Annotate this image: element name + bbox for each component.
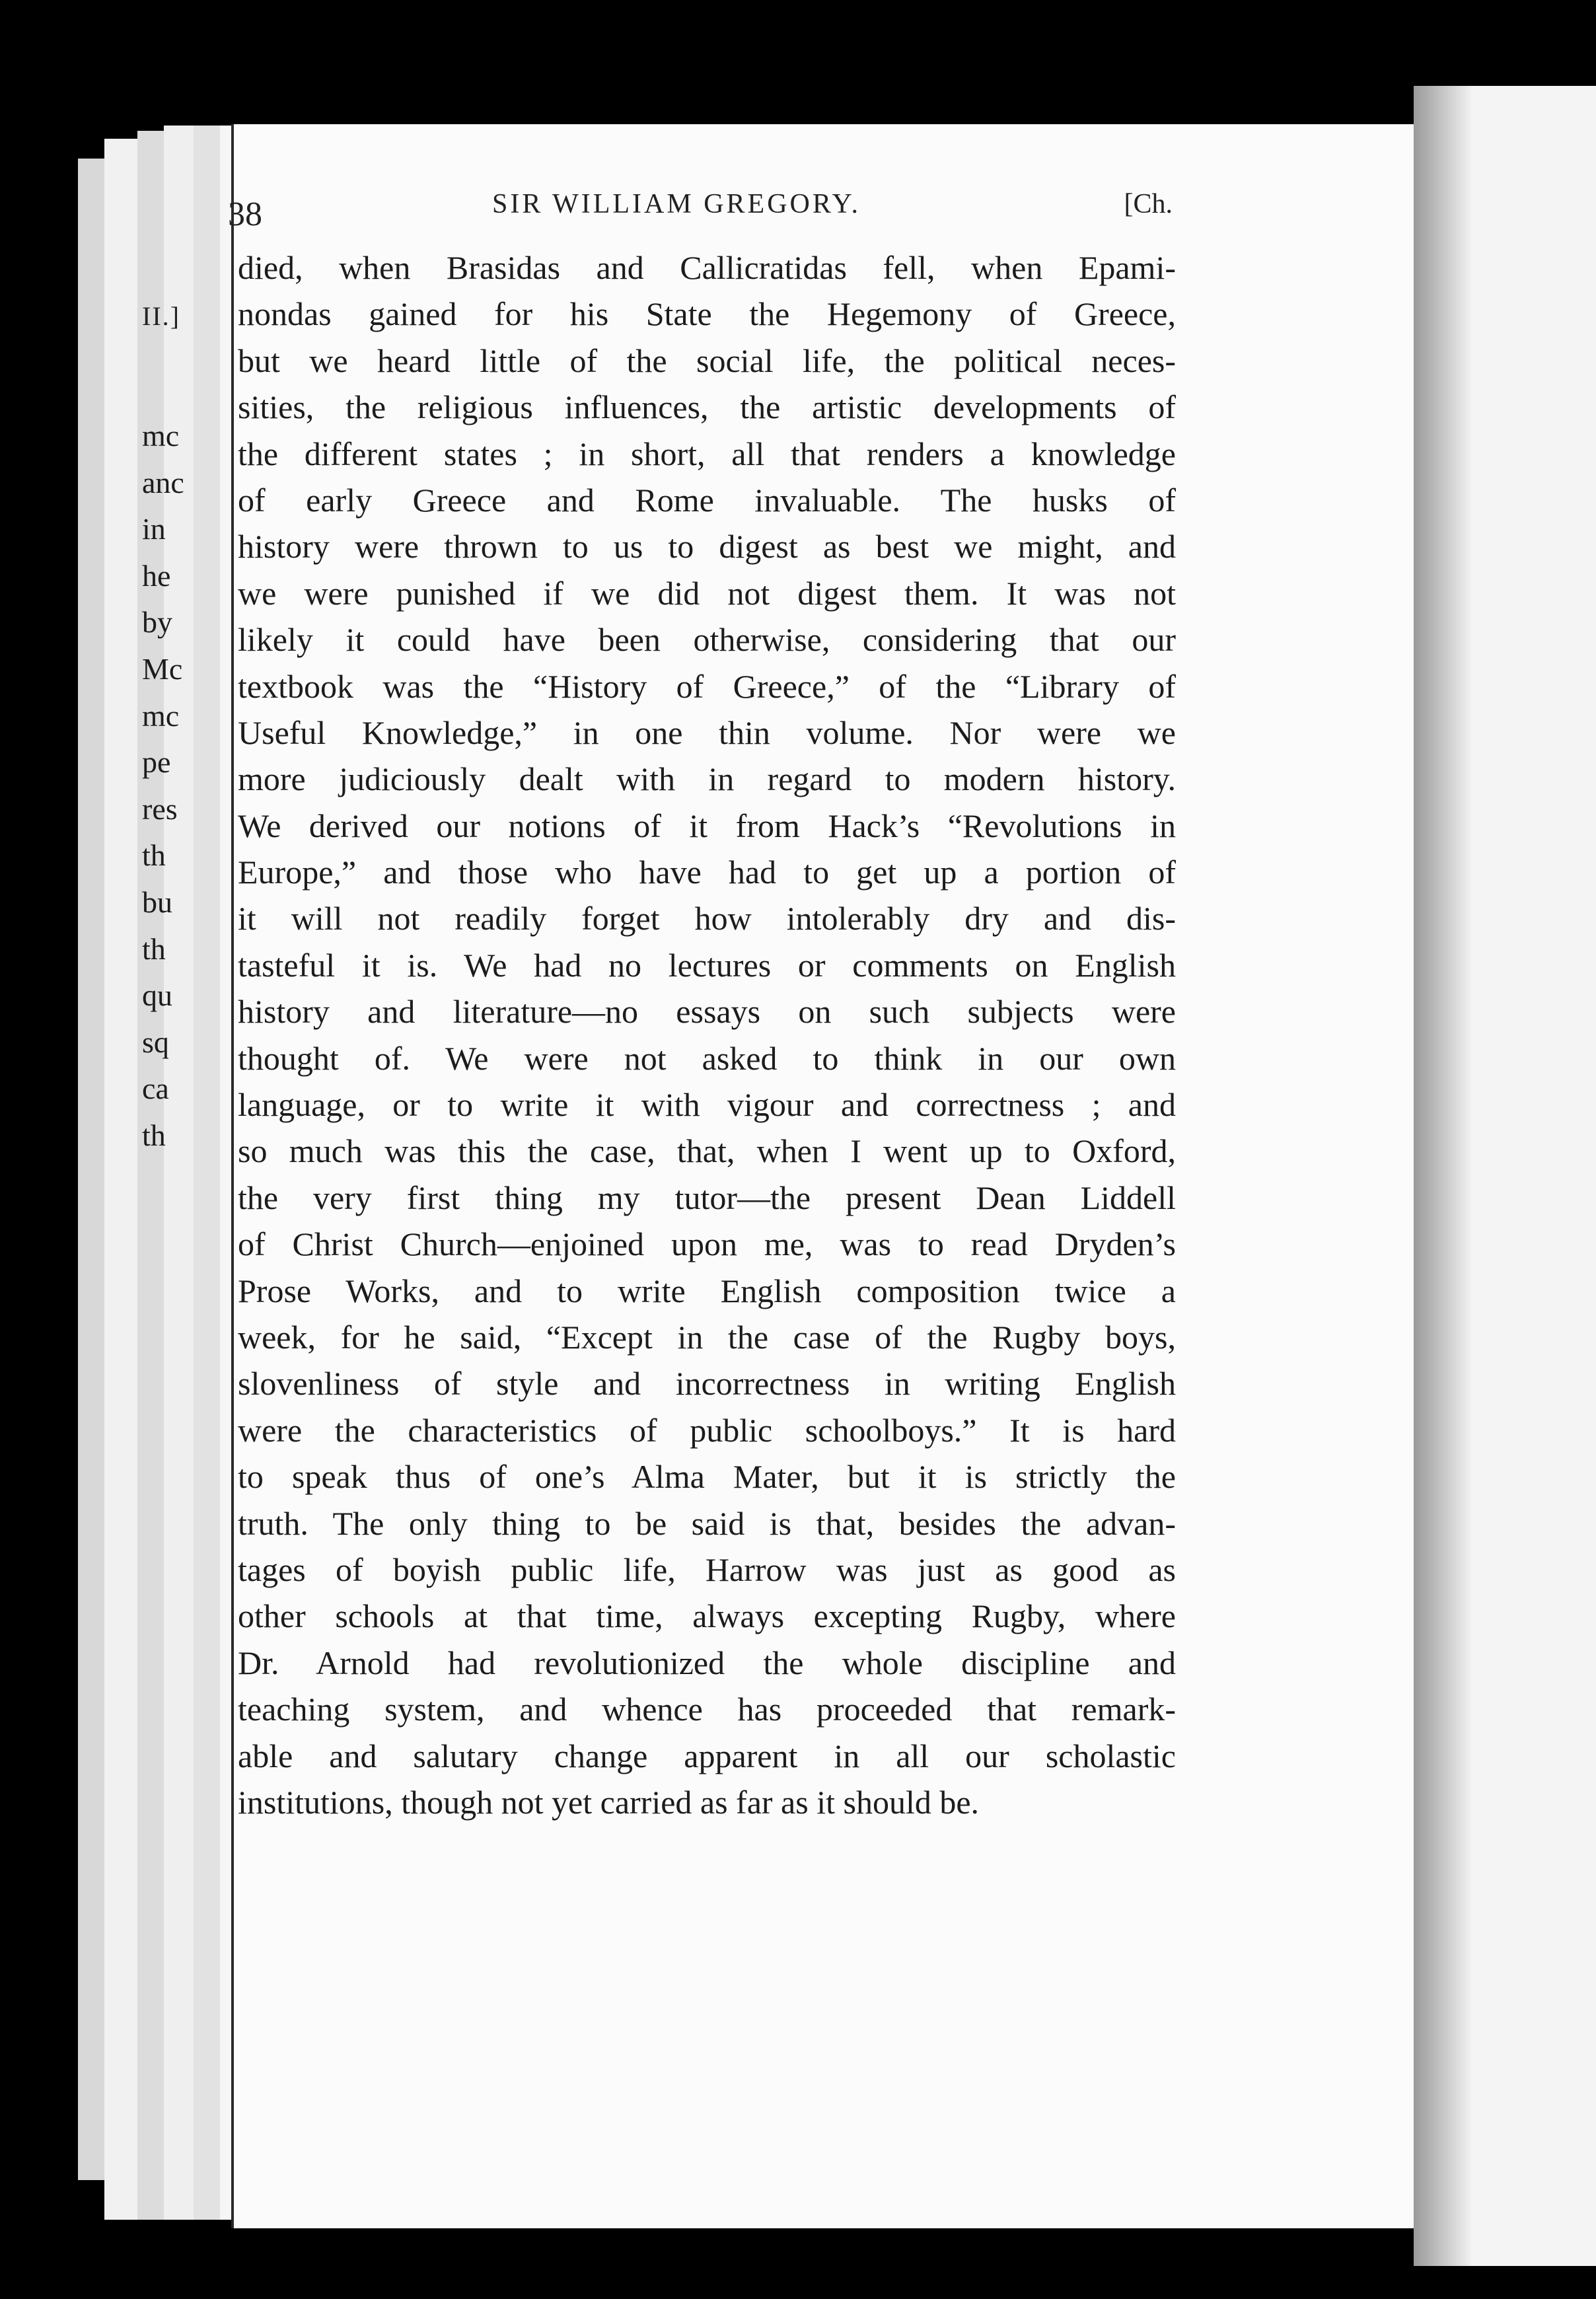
facing-line-fragment: bu <box>142 885 172 919</box>
text-line: tasteful it is. We had no lectures or comments on English <box>238 946 1176 984</box>
running-title: SIR WILLIAM GREGORY. <box>492 189 861 219</box>
text-line: history and literature—no essays on such subjects were <box>238 993 1176 1031</box>
text-line: more judiciously dealt with in regard to modern history. <box>238 760 1176 798</box>
text-line: likely it could have been otherwise, considering that our <box>238 621 1176 659</box>
text-line: We derived our notions of it from Hack’s “Revolutions in <box>238 807 1176 844</box>
facing-page-text <box>142 413 188 1159</box>
facing-line-fragment: he <box>142 558 171 593</box>
text-line: died, when Brasidas and Callicratidas fell, when Epami- <box>238 249 1176 286</box>
facing-line-fragment: Mc <box>142 651 183 686</box>
text-line: we were punished if we did not digest them. It was not <box>238 574 1176 612</box>
facing-gutter-shadow <box>1414 86 1473 2266</box>
facing-line-fragment: sq <box>142 1025 169 1059</box>
text-line: able and salutary change apparent in all our scholastic <box>238 1737 1176 1774</box>
facing-line-fragment: by <box>142 605 172 639</box>
facing-line-fragment: anc <box>142 465 184 499</box>
text-line: of early Greece and Rome invaluable. The husks of <box>238 481 1176 519</box>
text-line: the different states ; in short, all that renders a knowledge <box>238 435 1176 472</box>
text-line: were the characteristics of public schoolboys.” It is hard <box>238 1411 1176 1449</box>
text-line: Useful Knowledge,” in one thin volume. Nor were we <box>238 713 1176 751</box>
text-line: Prose Works, and to write English composition twice a <box>238 1272 1176 1309</box>
text-line: teaching system, and whence has proceeded that remark- <box>238 1691 1176 1728</box>
text-line: history were thrown to us to digest as best we might, and <box>238 528 1176 566</box>
text-line: nondas gained for his State the Hegemony of Greece, <box>238 295 1176 333</box>
body-text <box>238 244 1176 1825</box>
text-line: of Christ Church—enjoined upon me, was to read Dryden’s <box>238 1225 1176 1263</box>
facing-line-fragment: in <box>142 512 166 546</box>
text-line: truth. The only thing to be said is that, besides the advan- <box>238 1504 1176 1542</box>
text-line: institutions, though not yet carried as far as it should be. <box>238 1783 980 1821</box>
facing-page <box>1414 86 1596 2266</box>
facing-line-fragment: ca <box>142 1072 169 1106</box>
text-line: the very first thing my tutor—the present Dean Liddell <box>238 1179 1176 1216</box>
text-line: but we heard little of the social life, the political neces- <box>238 342 1176 379</box>
facing-line-fragment: res <box>142 791 178 826</box>
text-line: thought of. We were not asked to think in our own <box>238 1039 1176 1077</box>
text-line: week, for he said, “Except in the case of the Rugby boys, <box>238 1318 1176 1356</box>
page-edge <box>104 139 139 2220</box>
facing-chapter-mark: II.] <box>142 301 180 331</box>
text-line: slovenliness of style and incorrectness in writing English <box>238 1365 1176 1403</box>
text-line: language, or to write it with vigour and correctness ; and <box>238 1086 1176 1124</box>
facing-line-fragment: qu <box>142 978 172 1013</box>
text-line: it will not readily forget how intolerably dry and dis- <box>238 900 1176 937</box>
text-line: other schools at that time, always excepting Rugby, where <box>238 1597 1176 1635</box>
facing-line-fragment: mc <box>142 698 180 733</box>
text-line: sities, the religious influences, the artistic developments of <box>238 388 1176 426</box>
facing-line-fragment: mc <box>142 419 180 453</box>
facing-line-fragment: th <box>142 1118 166 1152</box>
text-line: Europe,” and those who have had to get up a portion of <box>238 854 1176 891</box>
text-line: to speak thus of one’s Alma Mater, but it is strictly the <box>238 1458 1176 1496</box>
page-number: 38 <box>228 196 262 233</box>
text-line: textbook was the “History of Greece,” of the “Library of <box>238 667 1176 705</box>
facing-line-fragment: pe <box>142 745 171 780</box>
text-line: so much was this the case, that, when I went up to Oxford, <box>238 1132 1176 1170</box>
page-header <box>228 188 1173 241</box>
facing-line-fragment: th <box>142 838 166 873</box>
page-edge <box>194 126 222 2220</box>
text-line: tages of boyish public life, Harrow was just as good as <box>238 1551 1176 1588</box>
text-line: Dr. Arnold had revolutionized the whole discipline and <box>238 1644 1176 1681</box>
facing-line-fragment: th <box>142 931 166 966</box>
page-edge <box>78 159 106 2180</box>
chapter-mark: [Ch. <box>1124 189 1173 219</box>
